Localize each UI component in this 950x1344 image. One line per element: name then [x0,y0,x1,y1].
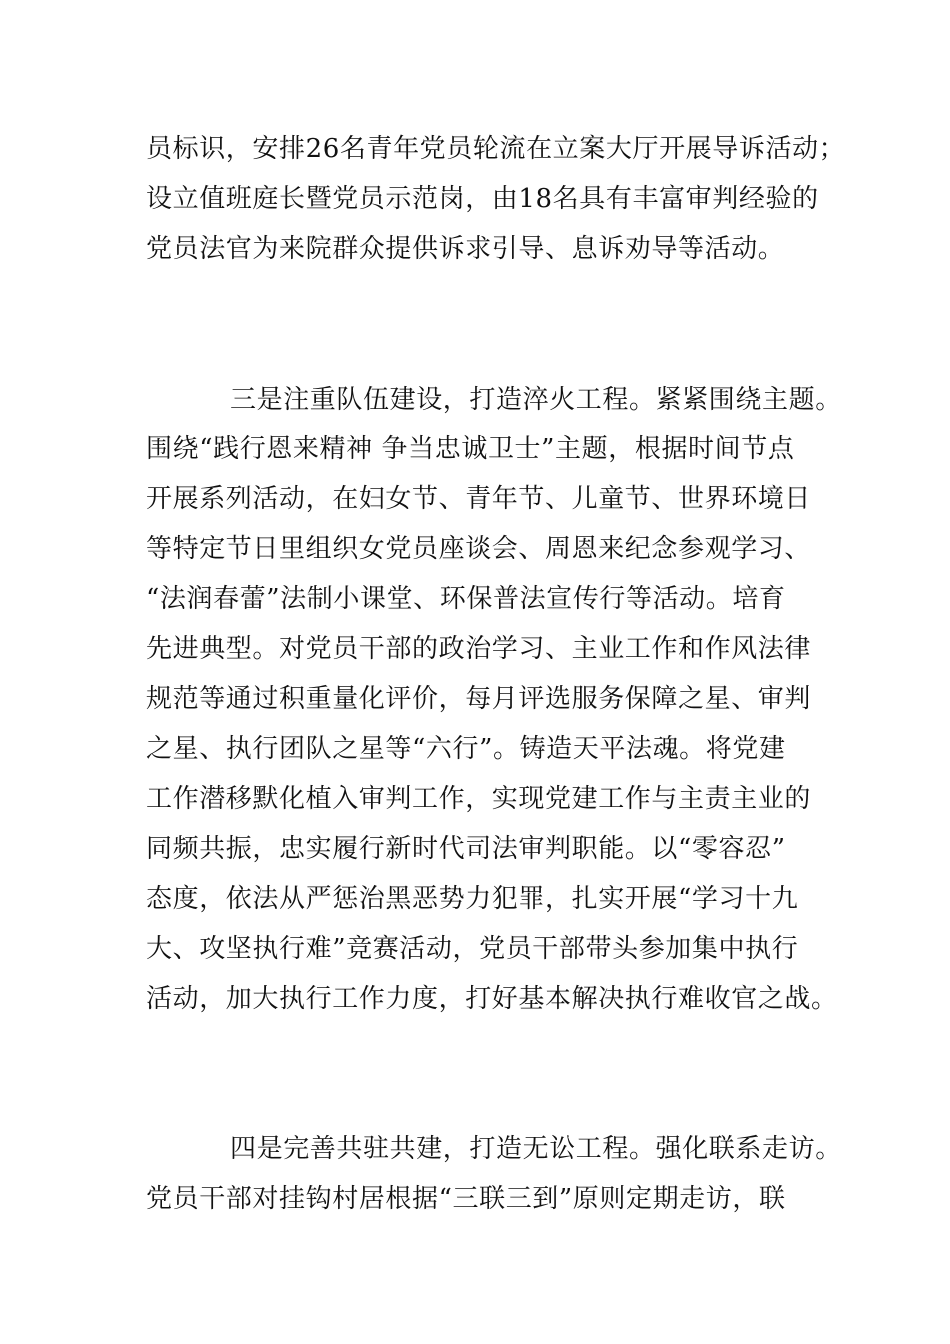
paragraph-2-line-7: 规范等通过积重量化评价，每月评选服务保障之星、审判 [146,684,812,714]
paragraph-2-line-11: 态度，依法从严惩治黑恶势力犯罪，扎实开展“学习十九 [146,884,799,914]
paragraph-2-line-13: 活动，加大执行工作力度，打好基本解决执行难收官之战。 [146,984,838,1014]
paragraph-1-line-3: 党员法官为来院群众提供诉求引导、息诉劝导等活动。 [146,234,785,264]
paragraph-1-line-2: 设立值班庭长暨党员示范岗，由18名具有丰富审判经验的 [146,184,819,214]
paragraph-2-line-8: 之星、执行团队之星等“六行”。铸造天平法魂。将党建 [146,734,786,764]
paragraph-2-line-6: 先进典型。对党员干部的政治学习、主业工作和作风法律 [146,634,812,664]
paragraph-2-line-12: 大、攻坚执行难”竞赛活动，党员干部带头参加集中执行 [146,934,799,964]
paragraph-2-line-3: 开展系列活动，在妇女节、青年节、儿童节、世界环境日 [146,484,812,514]
paragraph-1-line-1: 员标识，安排26名青年党员轮流在立案大厅开展导诉活动； [146,134,846,164]
paragraph-2-line-5: “法润春蕾”法制小课堂、环保普法宣传行等活动。培育 [146,584,786,614]
paragraph-2-line-9: 工作潜移默化植入审判工作，实现党建工作与主责主业的 [146,784,812,814]
paragraph-2-line-2: 围绕“践行恩来精神 争当忠诚卫士”主题，根据时间节点 [146,434,795,464]
paragraph-3-line-2: 党员干部对挂钩村居根据“三联三到”原则定期走访，联 [146,1184,786,1214]
paragraph-2-line-4: 等特定节日里组织女党员座谈会、周恩来纪念参观学习、 [146,534,812,564]
paragraph-2-line-10: 同频共振，忠实履行新时代司法审判职能。以“零容忍” [146,834,786,864]
paragraph-2-line-1: 三是注重队伍建设，打造淬火工程。紧紧围绕主题。 [230,385,842,415]
paragraph-3-line-1: 四是完善共驻共建，打造无讼工程。强化联系走访。 [230,1134,842,1164]
